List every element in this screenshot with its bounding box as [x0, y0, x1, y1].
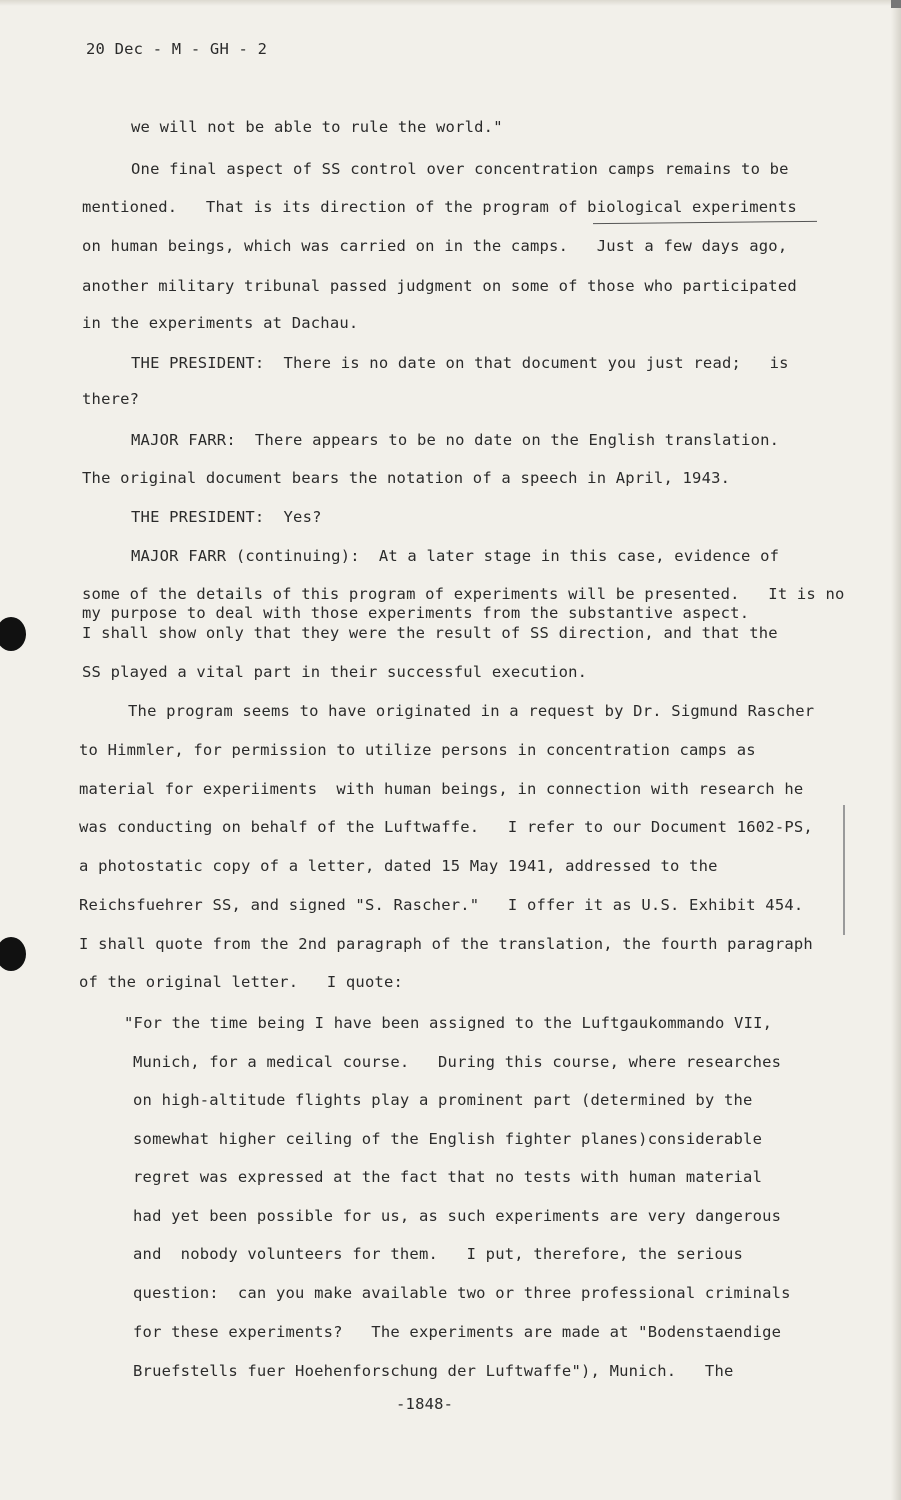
quote-line: somewhat higher ceiling of the English fighter planes)considerable — [133, 1130, 763, 1148]
text-line: The program seems to have originated in a request by Dr. Sigmund Rascher — [128, 702, 815, 720]
text-line: I shall quote from the 2nd paragraph of the translation, the fourth paragraph — [79, 935, 813, 953]
text-line: we will not be able to rule the world." — [131, 118, 503, 136]
text-line: was conducting on behalf of the Luftwaffe. I refer to our Document 1602-PS, — [79, 818, 813, 836]
page-right-edge — [891, 0, 901, 1500]
quote-line: question: can you make available two or three professional criminals — [133, 1284, 791, 1302]
punch-hole-lower — [0, 937, 26, 971]
punch-hole-upper — [0, 617, 26, 651]
text-line: some of the details of this program of experiments will be presented. It is no — [82, 585, 845, 603]
text-line: in the experiments at Dachau. — [82, 314, 359, 332]
text-line: I shall show only that they were the result of SS direction, and that the — [82, 624, 778, 642]
text-line: another military tribunal passed judgment on some of those who participated — [82, 277, 797, 295]
text-line: THE PRESIDENT: There is no date on that document you just read; is — [131, 354, 789, 372]
handwritten-underline — [593, 221, 817, 224]
text-line: of the original letter. I quote: — [79, 973, 404, 991]
margin-mark — [843, 805, 845, 935]
text-line: MAJOR FARR (continuing): At a later stage in this case, evidence of — [131, 547, 780, 565]
corner-mark — [891, 0, 901, 8]
text-line: there? — [82, 390, 140, 408]
text-line: THE PRESIDENT: Yes? — [131, 508, 322, 526]
quote-line: regret was expressed at the fact that no tests with human material — [133, 1168, 763, 1186]
header-reference: 20 Dec - M - GH - 2 — [86, 40, 268, 58]
text-line: material for experiiments with human beings, in connection with research he — [79, 780, 804, 798]
text-line: One final aspect of SS control over concentration camps remains to be — [131, 160, 789, 178]
text-line: The original document bears the notation of a speech in April, 1943. — [82, 469, 731, 487]
quote-line: had yet been possible for us, as such experiments are very dangerous — [133, 1207, 782, 1225]
text-line: my purpose to deal with those experiments from the substantive aspect. — [82, 604, 750, 622]
page-top-edge — [0, 0, 901, 6]
text-line: to Himmler, for permission to utilize persons in concentration camps as — [79, 741, 756, 759]
quote-line: and nobody volunteers for them. I put, therefore, the serious — [133, 1245, 744, 1263]
quote-line: on high-altitude flights play a prominent part (determined by the — [133, 1091, 753, 1109]
quote-line: for these experiments? The experiments are made at "Bodenstaendige — [133, 1323, 782, 1341]
page-number: -1848- — [396, 1395, 454, 1413]
text-line: MAJOR FARR: There appears to be no date on the English translation. — [131, 431, 780, 449]
text-line: Reichsfuehrer SS, and signed "S. Rascher." I offer it as U.S. Exhibit 454. — [79, 896, 804, 914]
text-line: SS played a vital part in their successful execution. — [82, 663, 588, 681]
text-line: on human beings, which was carried on in the camps. Just a few days ago, — [82, 237, 788, 255]
quote-line: "For the time being I have been assigned to the Luftgaukommando VII, — [124, 1014, 773, 1032]
quote-line: Munich, for a medical course. During this course, where researches — [133, 1053, 782, 1071]
text-line: mentioned. That is its direction of the program of biological experiments — [82, 198, 797, 216]
quote-line: Bruefstells fuer Hoehenforschung der Luftwaffe"), Munich. The — [133, 1362, 734, 1380]
text-line: a photostatic copy of a letter, dated 15 May 1941, addressed to the — [79, 857, 718, 875]
